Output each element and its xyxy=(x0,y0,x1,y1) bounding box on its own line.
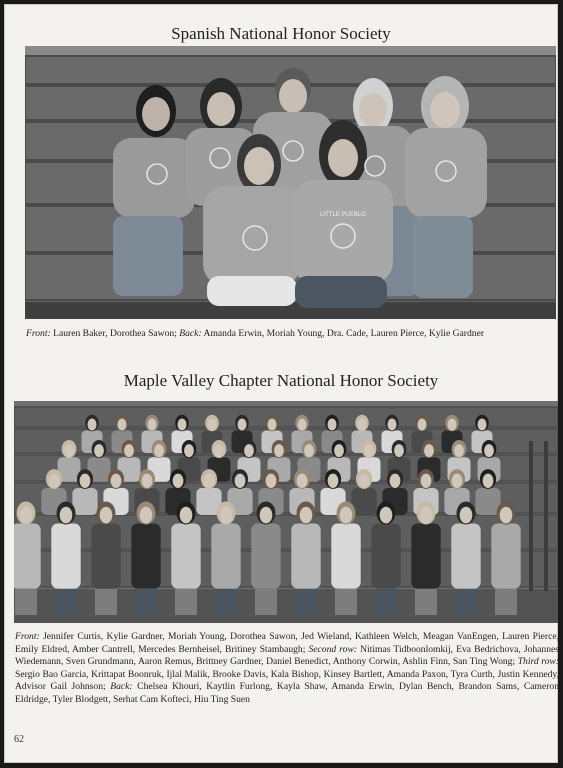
section-title-spanish-nhs: Spanish National Honor Society xyxy=(171,24,391,43)
group-photo-maple-valley-nhs xyxy=(14,401,558,623)
caption-maple-valley-nhs xyxy=(15,631,559,709)
yearbook-page xyxy=(4,4,558,763)
section-title-maple-valley-nhs: Maple Valley Chapter National Honor Society xyxy=(123,371,439,390)
caption-spanish-nhs xyxy=(26,328,556,341)
group-photo-spanish-nhs xyxy=(25,46,556,319)
caption-label: Third row: xyxy=(517,656,559,668)
caption-names: Lauren Baker, Dorothea Sawon; xyxy=(50,328,180,339)
caption-label: Back: xyxy=(110,681,133,693)
caption-names: Chelsea Khouri, Kaytlin Furlong, Kayla Shaw, Amanda Erwin, Dylan Bench, Brandon Sams, Cameron Eldridge, Tyler Blodgett, Serhat Cam Kofteci, Hiu Ting Suen xyxy=(15,681,559,705)
caption-names: Jennifer Curtis, Kylie Gardner, Moriah Young, Dorothea Sawon, Jed Wieland, Kathleen Welch, Meagan VanEngen, Lauren Pierce, Emily Eldred, Amber Cantrell, Mercedes Bernheisel, Britiney Stambaugh; xyxy=(15,631,559,655)
caption-label: Back: xyxy=(179,328,202,339)
photo-spanish-nhs-image xyxy=(25,46,556,319)
caption-names: Sergio Bao Garcia, Krittapat Boonruk, Ijlal Malik, Brooke Davis, Kala Bishop, Kinsey Bartlett, Amanda Paxon, Tyra Curth, Justin Kennedy, Advisor Gail Johnson; xyxy=(15,668,559,693)
caption-label: Second row: xyxy=(308,643,358,655)
caption-label: Front: xyxy=(26,328,51,339)
caption-names: Nitimas Tidboonlomkij, Eva Bedrichova, Johannes Wiedemann, Sven Grundmann, Aaron Remus, Brittney Gardner, Daniel Benedict, Anthony Corwin, Ashlin Finn, San Ting Wong; xyxy=(15,643,559,668)
photo-maple-valley-nhs-image xyxy=(14,401,558,623)
caption-label: Front: xyxy=(15,631,40,642)
caption-names: Amanda Erwin, Moriah Young, Dra. Cade, Lauren Pierce, Kylie Gardner xyxy=(201,328,485,339)
shirt-print-text: LITTLE PUEBLO xyxy=(320,212,366,218)
page-number: 62 xyxy=(14,734,24,745)
